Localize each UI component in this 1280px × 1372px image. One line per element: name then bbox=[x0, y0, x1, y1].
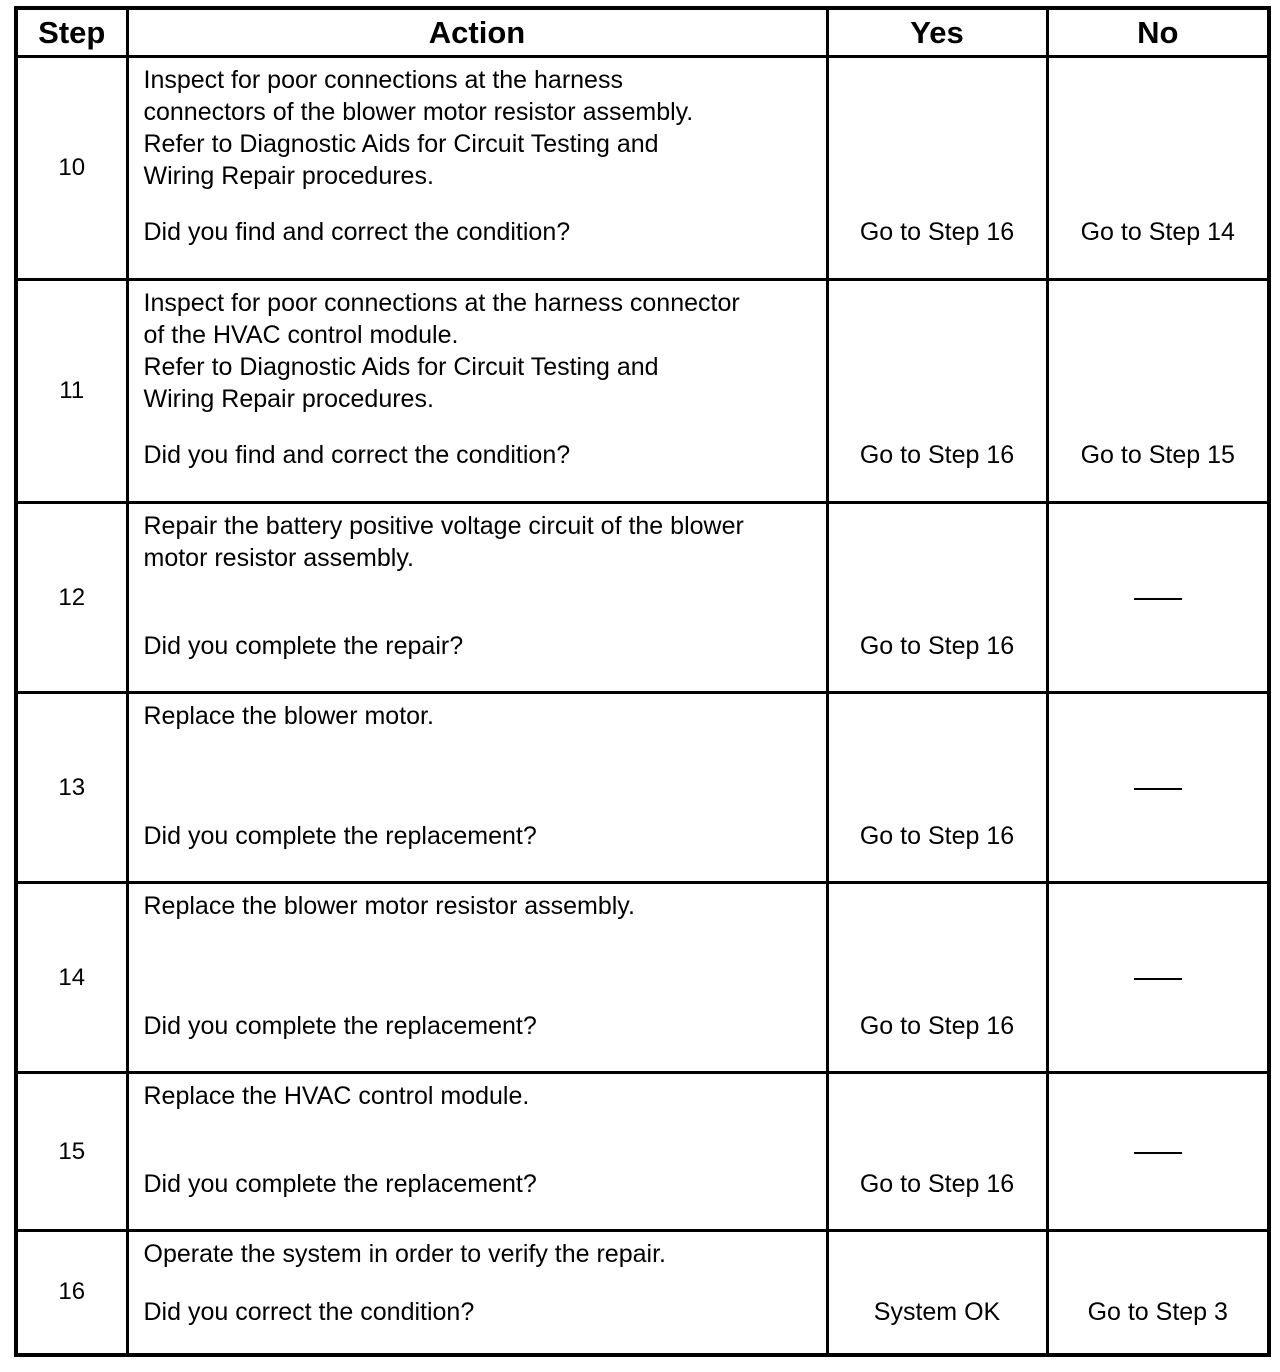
table-row bbox=[16, 693, 1269, 883]
table-row bbox=[16, 883, 1269, 1073]
no-cell bbox=[1047, 1231, 1269, 1355]
table-row bbox=[16, 1231, 1269, 1355]
step-number: 11 bbox=[16, 280, 127, 503]
action-instruction: Inspect for poor connections at the harness connector of the HVAC control module. Refer to Diagnostic Aids for Circuit Testing and Wiring Repair procedures. bbox=[143, 289, 740, 413]
action-question: Did you correct the condition? bbox=[143, 1298, 475, 1326]
yes-cell bbox=[827, 1231, 1047, 1355]
yes-cell bbox=[827, 1073, 1047, 1231]
table-row bbox=[16, 1073, 1269, 1231]
no-result-dash bbox=[1134, 1152, 1182, 1154]
action-cell bbox=[127, 1073, 827, 1231]
step-number: 16 bbox=[16, 1231, 127, 1355]
no-result: Go to Step 14 bbox=[1080, 218, 1235, 246]
no-cell bbox=[1047, 1073, 1269, 1231]
yes-result: Go to Step 16 bbox=[859, 1170, 1015, 1198]
no-result-dash bbox=[1134, 598, 1182, 600]
yes-cell bbox=[827, 57, 1047, 280]
step-number: 14 bbox=[16, 883, 127, 1073]
action-cell bbox=[127, 883, 827, 1073]
no-result-dash bbox=[1134, 978, 1182, 980]
header-action: Action bbox=[127, 8, 827, 57]
diagnostic-table bbox=[14, 6, 1271, 1357]
no-cell bbox=[1047, 503, 1269, 693]
header-step: Step bbox=[16, 8, 127, 57]
action-instruction: Replace the blower motor. bbox=[143, 702, 434, 730]
action-question: Did you find and correct the condition? bbox=[143, 218, 571, 246]
action-question: Did you complete the replacement? bbox=[143, 1012, 537, 1040]
header-yes: Yes bbox=[827, 8, 1047, 57]
yes-result: Go to Step 16 bbox=[859, 632, 1015, 660]
yes-result: Go to Step 16 bbox=[859, 441, 1015, 469]
action-question: Did you complete the replacement? bbox=[143, 1170, 537, 1198]
yes-cell bbox=[827, 280, 1047, 503]
no-result-dash bbox=[1134, 788, 1182, 790]
action-instruction: Replace the blower motor resistor assembly. bbox=[143, 892, 635, 920]
action-cell bbox=[127, 1231, 827, 1355]
yes-result: Go to Step 16 bbox=[859, 1012, 1015, 1040]
action-question: Did you complete the replacement? bbox=[143, 822, 537, 850]
yes-cell bbox=[827, 883, 1047, 1073]
step-number: 10 bbox=[16, 57, 127, 280]
step-number: 15 bbox=[16, 1073, 127, 1231]
yes-result: System OK bbox=[873, 1298, 1001, 1326]
table-row bbox=[16, 57, 1269, 280]
no-cell bbox=[1047, 57, 1269, 280]
table-row bbox=[16, 503, 1269, 693]
step-number: 13 bbox=[16, 693, 127, 883]
action-cell bbox=[127, 693, 827, 883]
no-cell bbox=[1047, 883, 1269, 1073]
no-cell bbox=[1047, 693, 1269, 883]
table-row bbox=[16, 280, 1269, 503]
action-instruction: Inspect for poor connections at the harness connectors of the blower motor resistor assembly. Refer to Diagnostic Aids for Circuit Testing and Wiring Repair procedures. bbox=[143, 66, 694, 190]
action-cell bbox=[127, 280, 827, 503]
action-question: Did you find and correct the condition? bbox=[143, 441, 571, 469]
action-instruction: Replace the HVAC control module. bbox=[143, 1082, 530, 1110]
action-instruction: Operate the system in order to verify the repair. bbox=[143, 1240, 666, 1268]
action-question: Did you complete the repair? bbox=[143, 632, 464, 660]
yes-result: Go to Step 16 bbox=[859, 822, 1015, 850]
no-cell bbox=[1047, 280, 1269, 503]
action-instruction: Repair the battery positive voltage circuit of the blower motor resistor assembly. bbox=[143, 512, 744, 572]
yes-cell bbox=[827, 693, 1047, 883]
yes-result: Go to Step 16 bbox=[859, 218, 1015, 246]
action-cell bbox=[127, 503, 827, 693]
no-result: Go to Step 3 bbox=[1087, 1298, 1228, 1326]
no-result: Go to Step 15 bbox=[1080, 441, 1235, 469]
header-row bbox=[16, 8, 1269, 57]
header-no: No bbox=[1047, 8, 1269, 57]
action-cell bbox=[127, 57, 827, 280]
step-number: 12 bbox=[16, 503, 127, 693]
yes-cell bbox=[827, 503, 1047, 693]
